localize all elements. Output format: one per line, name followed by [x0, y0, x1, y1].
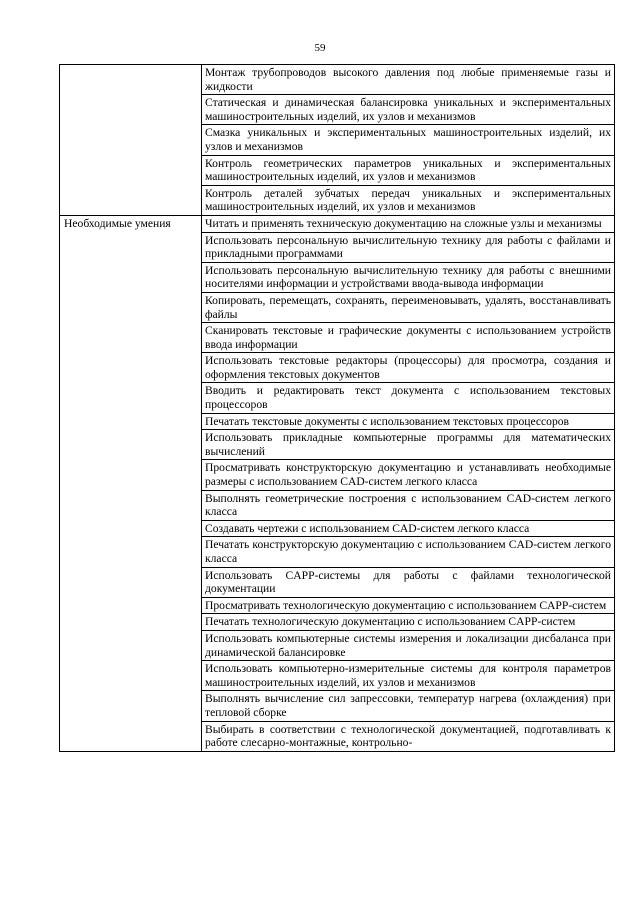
- table-cell: Использовать персональную вычислительную технику для работы с файлами и прикладными программами: [202, 232, 615, 262]
- table-cell: Печатать конструкторскую документацию с использованием CAD-систем легкого класса: [202, 537, 615, 567]
- table-cell: Контроль геометрических параметров уникальных и экспериментальных машиностроительных изделий, их узлов и механизмов: [202, 155, 615, 185]
- table-cell: Вводить и редактировать текст документа с использованием текстовых процессоров: [202, 383, 615, 413]
- table-cell: Монтаж трубопроводов высокого давления под любые применяемые газы и жидкости: [202, 65, 615, 95]
- table-row: [60, 65, 615, 95]
- table-cell: Использовать персональную вычислительную технику для работы с внешними носителями информации и устройствами ввода-вывода информации: [202, 262, 615, 292]
- row-label: [60, 65, 202, 216]
- table-cell: Печатать технологическую документацию с использованием CAPP-систем: [202, 614, 615, 631]
- table-cell: Использовать текстовые редакторы (процессоры) для просмотра, создания и оформления текстовых документов: [202, 353, 615, 383]
- table-cell: Просматривать технологическую документацию с использованием CAPP-систем: [202, 597, 615, 614]
- table-cell: Выполнять вычисление сил запрессовки, температур нагрева (охлаждения) при тепловой сборке: [202, 691, 615, 721]
- table-cell: Выполнять геометрические построения с использованием CAD-систем легкого класса: [202, 490, 615, 520]
- requirements-table: [59, 64, 615, 752]
- table-cell: Просматривать конструкторскую документацию и устанавливать необходимые размеры с использованием CAD-систем легкого класса: [202, 460, 615, 490]
- table-cell: Выбирать в соответствии с технологической документацией, подготавливать к работе слесарно-монтажные, контрольно-: [202, 721, 615, 751]
- row-label-necessary-skills: Необходимые умения: [60, 215, 202, 751]
- table-cell: Использовать CAPP-системы для работы с файлами технологической документации: [202, 567, 615, 597]
- table-cell: Создавать чертежи с использованием CAD-систем легкого класса: [202, 520, 615, 537]
- table-cell: Статическая и динамическая балансировка уникальных и экспериментальных машиностроительных изделий, их узлов и механизмов: [202, 95, 615, 125]
- table-cell: Использовать компьютерно-измерительные системы для контроля параметров машиностроительных изделий, их узлов и механизмов: [202, 661, 615, 691]
- table-cell: Сканировать текстовые и графические документы с использованием устройств ввода информации: [202, 323, 615, 353]
- table-cell: Использовать прикладные компьютерные программы для математических вычислений: [202, 430, 615, 460]
- table-cell: Контроль деталей зубчатых передач уникальных и экспериментальных машиностроительных изделий, их узлов и механизмов: [202, 185, 615, 215]
- table-cell: Смазка уникальных и экспериментальных машиностроительных изделий, их узлов и механизмов: [202, 125, 615, 155]
- table-cell: Копировать, перемещать, сохранять, переименовывать, удалять, восстанавливать файлы: [202, 292, 615, 322]
- table-row: [60, 215, 615, 232]
- table-cell: Читать и применять техническую документацию на сложные узлы и механизмы: [202, 215, 615, 232]
- table-cell: Использовать компьютерные системы измерения и локализации дисбаланса при динамической балансировке: [202, 630, 615, 660]
- page-number: 59: [314, 42, 326, 54]
- table-cell: Печатать текстовые документы с использованием текстовых процессоров: [202, 413, 615, 430]
